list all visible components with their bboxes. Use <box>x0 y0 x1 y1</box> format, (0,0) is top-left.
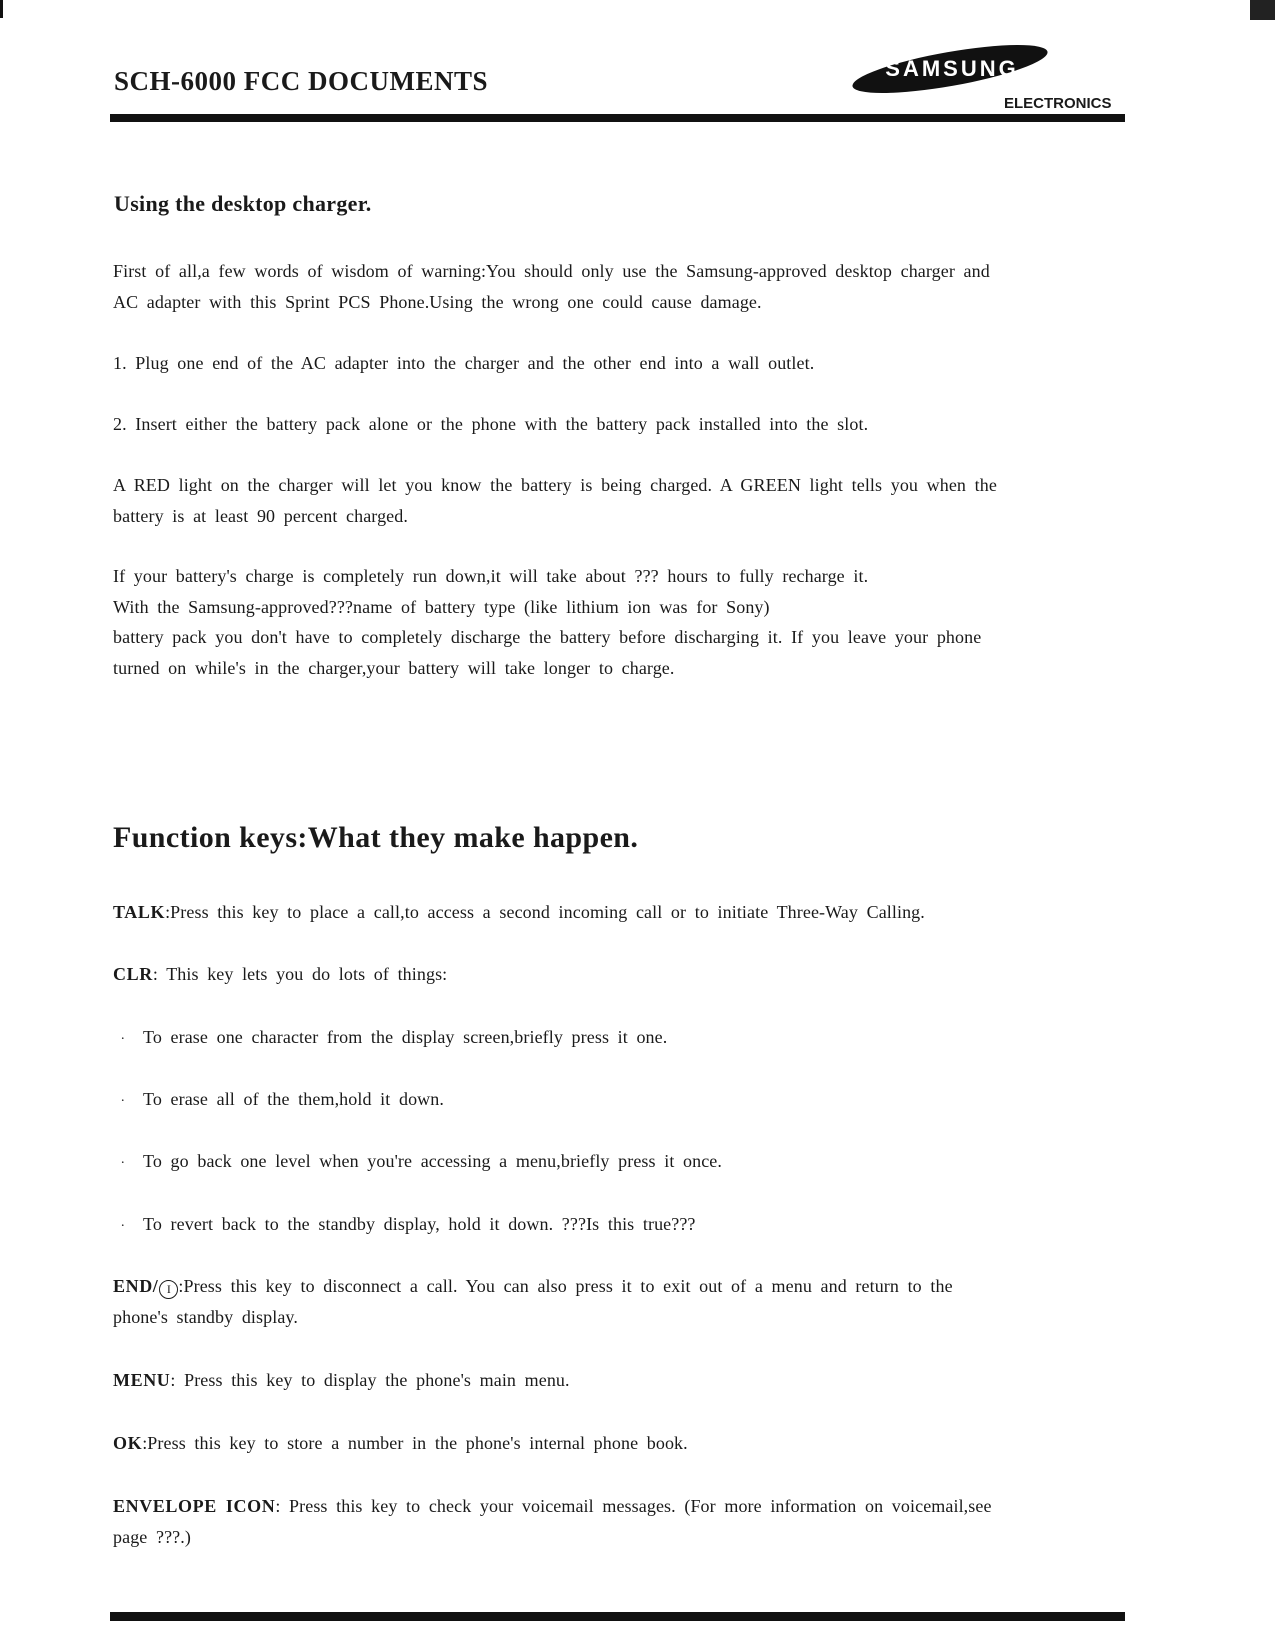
scan-margin-mark <box>0 0 3 18</box>
list-item: To erase one character from the display screen,briefly press it one. <box>143 1027 668 1047</box>
envelope-key-description <box>113 1490 992 1522</box>
bullet-dot: . <box>121 1152 125 1167</box>
bullet-dot: . <box>121 1090 125 1105</box>
key-name: OK <box>113 1433 143 1453</box>
key-name: END/ <box>113 1276 159 1296</box>
clr-key-description <box>113 958 447 990</box>
list-item: To revert back to the standby display, hold it down. ???Is this true??? <box>143 1214 696 1234</box>
key-text: : Press this key to display the phone's main menu. <box>170 1370 570 1390</box>
paragraph-line: AC adapter with this Sprint PCS Phone.Using the wrong one could cause damage. <box>113 292 762 312</box>
paragraph-line: battery pack you don't have to completely discharge the battery before discharging it. If you leave your phone <box>113 627 982 647</box>
paragraph-line: First of all,a few words of wisdom of warning:You should only use the Samsung-approved desktop charger and <box>113 261 990 281</box>
key-name: TALK <box>113 902 166 922</box>
paragraph-line: If your battery's charge is completely run down,it will take about ??? hours to fully recharge it. <box>113 566 869 586</box>
paragraph-line: turned on while's in the charger,your battery will take longer to charge. <box>113 658 675 678</box>
talk-key-description <box>113 896 925 928</box>
header-divider <box>110 114 1125 122</box>
paragraph-line: page ???.) <box>113 1527 191 1547</box>
key-name: ENVELOPE ICON <box>113 1496 276 1516</box>
logo-subtitle: ELECTRONICS <box>1004 95 1112 112</box>
key-text: :Press this key to store a number in the phone's internal phone book. <box>142 1433 688 1453</box>
key-name: CLR <box>113 964 153 984</box>
end-key-description <box>113 1270 953 1302</box>
paragraph-line: With the Samsung-approved???name of battery type (like lithium ion was for Sony) <box>113 597 770 617</box>
paragraph-line: A RED light on the charger will let you know the battery is being charged. A GREEN light tells you when the <box>113 475 997 495</box>
key-text: : Press this key to check your voicemail messages. (For more information on voicemail,see <box>275 1496 992 1516</box>
section-heading-function-keys: Function keys:What they make happen. <box>113 821 639 854</box>
bullet-dot: . <box>121 1028 125 1043</box>
paragraph-line: phone's standby display. <box>113 1307 298 1327</box>
document-title: SCH-6000 FCC DOCUMENTS <box>114 66 489 96</box>
key-text: :Press this key to disconnect a call. You can also press it to exit out of a menu and return to the <box>178 1276 953 1296</box>
bullet-dot: . <box>121 1215 125 1230</box>
list-item: To go back one level when you're accessing a menu,briefly press it once. <box>143 1151 723 1171</box>
footer-divider <box>110 1612 1125 1621</box>
key-text: : This key lets you do lots of things: <box>152 964 448 984</box>
logo-wordmark: SAMSUNG <box>885 56 1019 81</box>
samsung-logo <box>850 44 1050 94</box>
section-heading-charger: Using the desktop charger. <box>114 191 372 216</box>
power-icon: I <box>159 1280 178 1299</box>
key-name: MENU <box>113 1370 171 1390</box>
paragraph-line: battery is at least 90 percent charged. <box>113 506 408 526</box>
step-1: 1. Plug one end of the AC adapter into the charger and the other end into a wall outlet. <box>113 353 815 373</box>
list-item: To erase all of the them,hold it down. <box>143 1089 444 1109</box>
menu-key-description <box>113 1364 570 1396</box>
step-2: 2. Insert either the battery pack alone or the phone with the battery pack installed into the slot. <box>113 414 869 434</box>
ok-key-description <box>113 1427 688 1459</box>
key-text: :Press this key to place a call,to access a second incoming call or to initiate Three-Way Calling. <box>165 902 925 922</box>
scan-margin-mark <box>1250 0 1275 20</box>
